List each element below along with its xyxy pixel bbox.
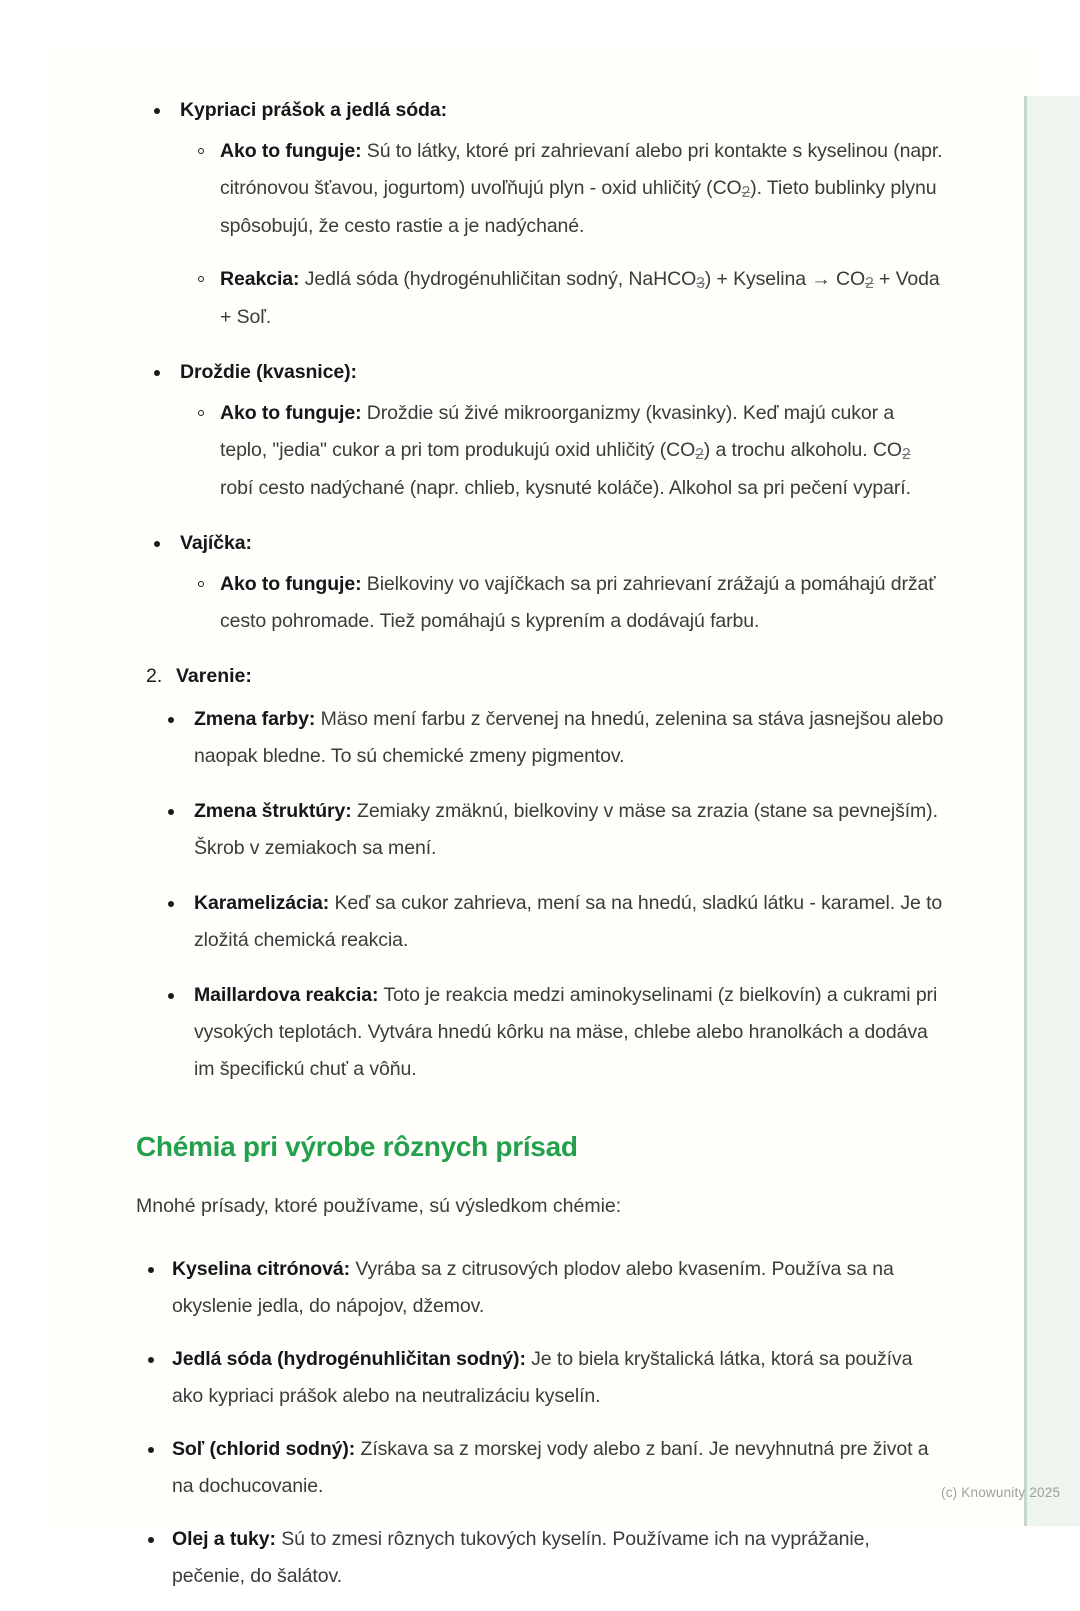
subscript-digit: 2: [695, 445, 704, 463]
sub-item-text-cont: ) a trochu alkoholu. CO: [703, 439, 902, 461]
list-item-text: Mäso mení farbu z červenej na hnedú, zelenina sa stáva jasnejšou alebo naopak bledne. To sú chemické zmeny pigmentov.: [194, 708, 944, 767]
document-page: [48, 48, 1061, 1587]
subscript-digit: 2: [901, 445, 911, 463]
list-item: [180, 395, 946, 507]
list-item: [136, 525, 946, 640]
list-item-text: Zemiaky zmäknú, bielkoviny v mäse sa zrazia (stane sa pevnejším). Škrob v zemiakoch sa mení.: [194, 800, 938, 859]
section-title: Varenie:: [176, 665, 252, 687]
sub-item-text-end: + Voda + Soľ.: [220, 268, 940, 328]
list-item-lead: Maillardova reakcia:: [194, 984, 379, 1006]
list-item: [136, 1521, 946, 1595]
sub-item-text: Bielkoviny vo vajíčkach sa pri zahrievaní zrážajú a pomáhajú držať cesto pohromade. Tiež pomáhajú s kyprením a dodávajú farbu.: [220, 573, 936, 632]
list-item-lead: Karamelizácia:: [194, 892, 330, 914]
sub-list: [180, 133, 946, 336]
sub-list: [180, 566, 946, 640]
list-item: [150, 885, 946, 959]
list-item: [136, 1431, 946, 1505]
list-item: [150, 977, 946, 1088]
list-item-lead: Olej a tuky:: [172, 1528, 276, 1550]
list-item-lead: Zmena štruktúry:: [194, 800, 352, 822]
list-item: [136, 92, 946, 336]
sub-item-text: Droždie sú živé mikroorganizmy (kvasinky). Keď majú cukor a teplo, "jedia" cukor a pri tom produkujú oxid uhličitý (CO: [220, 402, 895, 461]
subscript-digit: 2: [741, 183, 751, 201]
list-item: [150, 793, 946, 867]
sub-item-text-cont: ). Tieto bublinky plynu spôsobujú, že cesto rastie a je nadýchané.: [220, 177, 937, 237]
sub-item-lead: Reakcia:: [220, 268, 300, 290]
sub-item-text-cont: ) + Kyselina → CO: [704, 268, 866, 290]
list-item-text: Sú to zmesi rôznych tukových kyselín. Používame ich na vyprážanie, pečenie, do šalátov.: [172, 1528, 870, 1587]
document-content: [136, 92, 946, 1611]
list-item-text: Keď sa cukor zahrieva, mení sa na hnedú, sladkú látku - karamel. Je to zložitá chemická reakcia.: [194, 892, 943, 951]
list-item-text: Získava sa z morskej vody alebo z baní. Je nevyhnutná pre život a na dochucovanie.: [172, 1438, 929, 1497]
sub-item-text: Jedlá sóda (hydrogénuhličitan sodný, NaHCO: [299, 268, 697, 290]
list-item: [180, 566, 946, 640]
page-side-panel: [1024, 96, 1080, 1526]
list-item: [136, 1341, 946, 1415]
leavening-agents-list: [136, 92, 946, 640]
ingredients-list: [136, 1251, 946, 1595]
list-item: [136, 354, 946, 507]
list-item-text: Toto je reakcia medzi aminokyselinami (z bielkovín) a cukrami pri vysokých teplotách. Vytvára hnedú kôrku na mäse, chlebe alebo hranolkách a dodáva im špecifickú chuť a vôňu.: [194, 984, 938, 1080]
list-number: 2.: [146, 665, 163, 687]
list-item: [150, 701, 946, 775]
list-item: [180, 133, 946, 245]
page-title: Chémia pri výrobe rôznych prísad: [136, 1131, 578, 1162]
list-item-lead: Kyselina citrónová:: [172, 1258, 350, 1280]
list-item-lead: Soľ (chlorid sodný):: [172, 1438, 356, 1460]
subscript-digit: 2: [865, 274, 874, 292]
list-item-text: Je to biela kryštalická látka, ktorá sa používa ako kypriaci prášok alebo na neutralizáciu kyselín.: [172, 1348, 913, 1407]
list-item-title: Kypriaci prášok a jedlá sóda:: [180, 99, 447, 121]
sub-item-lead: Ako to funguje:: [220, 140, 362, 162]
list-item-lead: Zmena farby:: [194, 708, 316, 730]
sub-item-lead: Ako to funguje:: [220, 573, 362, 595]
sub-item-text-end: robí cesto nadýchané (napr. chlieb, kysnuté koláče). Alkohol sa pri pečení vyparí.: [220, 477, 911, 499]
sub-item-lead: Ako to funguje:: [220, 402, 362, 424]
intro-paragraph: Mnohé prísady, ktoré používame, sú výsledkom chémie:: [136, 1195, 622, 1217]
list-item-text: Vyrába sa z citrusových plodov alebo kvasením. Používa sa na okyslenie jedla, do nápojov, džemov.: [172, 1258, 894, 1317]
list-item-title: Vajíčka:: [180, 532, 252, 554]
cooking-section-heading: [136, 658, 946, 695]
sub-item-text: Sú to látky, ktoré pri zahrievaní alebo pri kontakte s kyselinou (napr. citrónovou šťavou, jogurtom) uvoľňujú plyn - oxid uhličitý (CO: [220, 140, 943, 199]
list-item-title: Droždie (kvasnice):: [180, 361, 357, 383]
cooking-changes-list: [150, 701, 946, 1088]
sub-list: [180, 395, 946, 507]
list-item-lead: Jedlá sóda (hydrogénuhličitan sodný):: [172, 1348, 526, 1370]
copyright-watermark: (c) Knowunity 2025: [941, 1485, 1061, 1500]
list-item: [136, 1251, 946, 1325]
subscript-digit: 3: [696, 274, 705, 292]
list-item: [180, 261, 946, 336]
